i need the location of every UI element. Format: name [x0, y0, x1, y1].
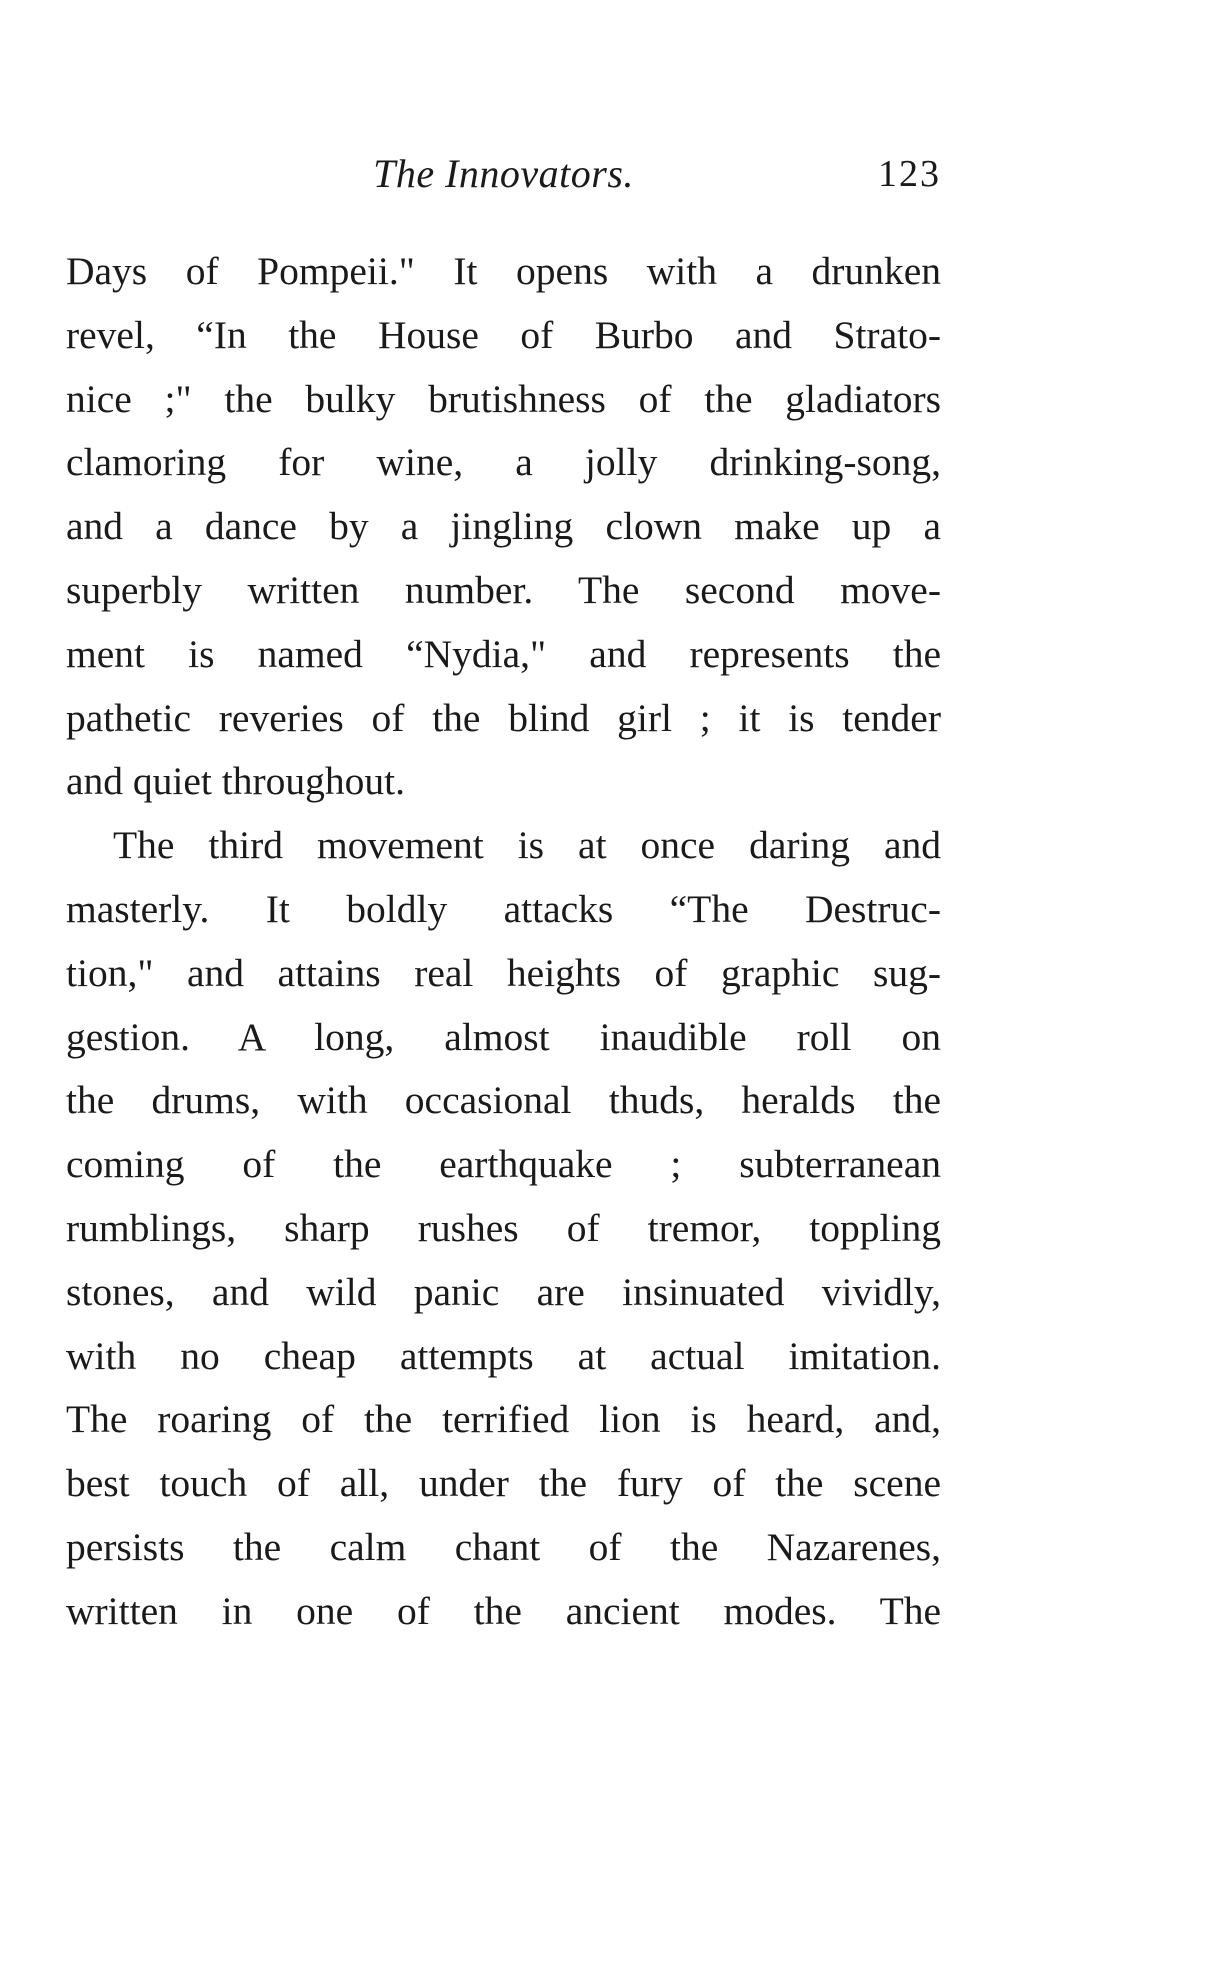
- text-line: written in one of the ancient modes. The: [66, 1588, 941, 1633]
- text-line: gestion. A long, almost inaudible roll on: [66, 1014, 941, 1059]
- text-line: clamoring for wine, a jolly drinking-song,: [66, 440, 941, 485]
- text-line: coming of the earthquake ; subterranean: [66, 1142, 941, 1187]
- text-line: and a dance by a jingling clown make up a: [66, 504, 941, 549]
- text-line: nice ;" the bulky brutishness of the gladiators: [66, 376, 941, 421]
- text-line: stones, and wild panic are insinuated vividly,: [66, 1269, 941, 1314]
- text-line-paragraph-start: The third movement is at once daring and: [113, 823, 941, 868]
- text-line: superbly written number. The second move-: [66, 567, 941, 612]
- text-line: persists the calm chant of the Nazarenes,: [66, 1524, 941, 1569]
- running-title: The Innovators.: [373, 151, 634, 196]
- text-line: tion," and attains real heights of graphic sug-: [66, 950, 941, 995]
- text-line: pathetic reveries of the blind girl ; it is tender: [66, 695, 941, 740]
- text-line: with no cheap attempts at actual imitation.: [66, 1333, 941, 1378]
- body-text: [66, 240, 941, 1644]
- text-line: ment is named “Nydia," and represents the: [66, 631, 941, 676]
- text-line: rumblings, sharp rushes of tremor, toppling: [66, 1205, 941, 1250]
- text-line: Days of Pompeii." It opens with a drunken: [66, 249, 941, 293]
- text-line: best touch of all, under the fury of the scene: [66, 1461, 941, 1506]
- text-line: The roaring of the terrified lion is heard, and,: [66, 1397, 941, 1442]
- text-line: masterly. It boldly attacks “The Destruc-: [66, 886, 941, 931]
- text-line: revel, “In the House of Burbo and Strato-: [66, 312, 941, 357]
- text-line: the drums, with occasional thuds, heralds the: [66, 1078, 941, 1123]
- page-number: 123: [878, 153, 941, 195]
- text-line-paragraph-end: and quiet throughout.: [66, 759, 405, 804]
- running-head: [66, 150, 941, 200]
